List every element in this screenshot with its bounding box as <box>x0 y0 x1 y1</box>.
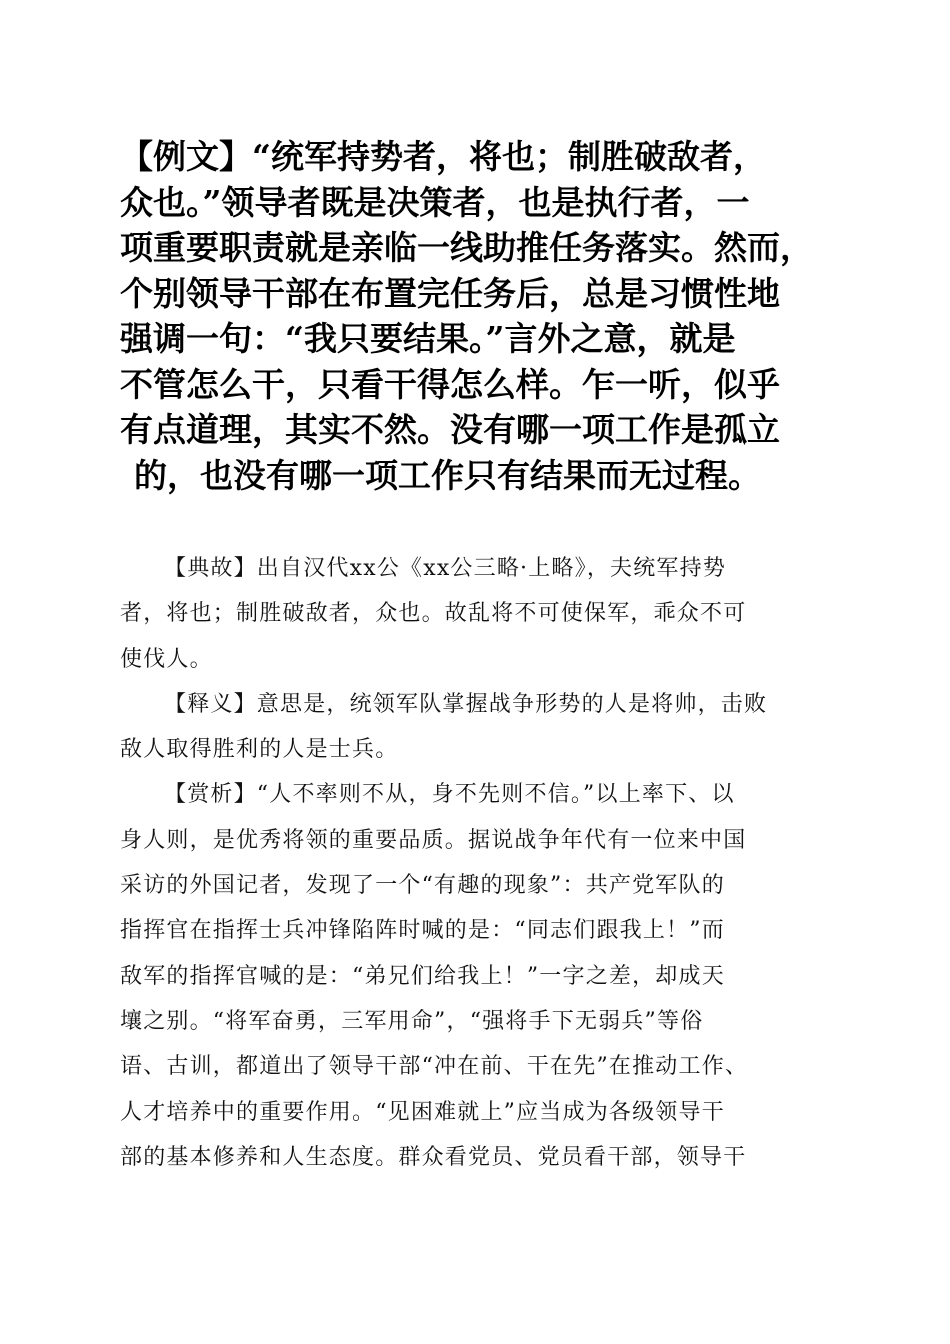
analysis-line: 敌军的指挥官喊的是：“弟兄们给我上！”一字之差，却成天 <box>120 963 725 989</box>
example-line: 不管怎么干，只看干得怎么样。乍一听，似乎 <box>120 364 780 404</box>
analysis-line: 指挥官在指挥士兵冲锋陷阵时喊的是：“同志们跟我上！”而 <box>120 918 725 944</box>
allusion-line: 使伐人。 <box>120 646 213 672</box>
analysis-line: 【赏析】“人不率则不从，身不先则不信。”以上率下、以 <box>164 782 735 808</box>
analysis-line: 人才培养中的重要作用。“见困难就上”应当成为各级领导干 <box>120 1099 725 1125</box>
interpretation-paragraph <box>120 682 840 773</box>
interpretation-line: 敌人取得胜利的人是士兵。 <box>120 737 399 763</box>
analysis-line: 部的基本修养和人生态度。群众看党员、党员看干部，领导干 <box>120 1144 747 1170</box>
example-line: 项重要职责就是亲临一线助推任务落实。然而， <box>120 228 813 267</box>
allusion-line: 【典故】出自汉代xx公《xx公三略·上略》，夫统军持势 <box>164 556 727 581</box>
example-line: 众也。”领导者既是决策者，也是执行者，一 <box>120 182 750 222</box>
allusion-paragraph <box>120 546 840 682</box>
analysis-line: 身人则，是优秀将领的重要品质。据说战争年代有一位来中国 <box>120 827 747 853</box>
analysis-line: 壤之别。“将军奋勇，三军用命”，“强将手下无弱兵”等俗 <box>120 1008 704 1034</box>
example-line: 【例文】“统军持势者，将也；制胜破敌者， <box>120 137 766 176</box>
example-line: 有点道理，其实不然。没有哪一项工作是孤立 <box>120 410 780 449</box>
example-line: 个别领导干部在布置完任务后，总是习惯性地 <box>120 273 780 313</box>
analysis-line: 语、古训，都道出了领导干部“冲在前、干在先”在推动工作、 <box>120 1054 749 1080</box>
example-line: 强调一句：“我只要结果。”言外之意，就是 <box>120 319 736 358</box>
analysis-line: 采访的外国记者，发现了一个“有趣的现象”：共产党军队的 <box>120 873 725 899</box>
allusion-line: 者，将也；制胜破敌者，众也。故乱将不可使保军，乖众不可 <box>120 601 747 627</box>
example-line: 的，也没有哪一项工作只有结果而无过程。 <box>134 455 761 495</box>
example-paragraph <box>120 134 840 498</box>
interpretation-line: 【释义】意思是，统领军队掌握战争形势的人是将帅，击败 <box>164 691 768 717</box>
body-text <box>120 546 840 1180</box>
analysis-paragraph <box>120 772 840 1180</box>
